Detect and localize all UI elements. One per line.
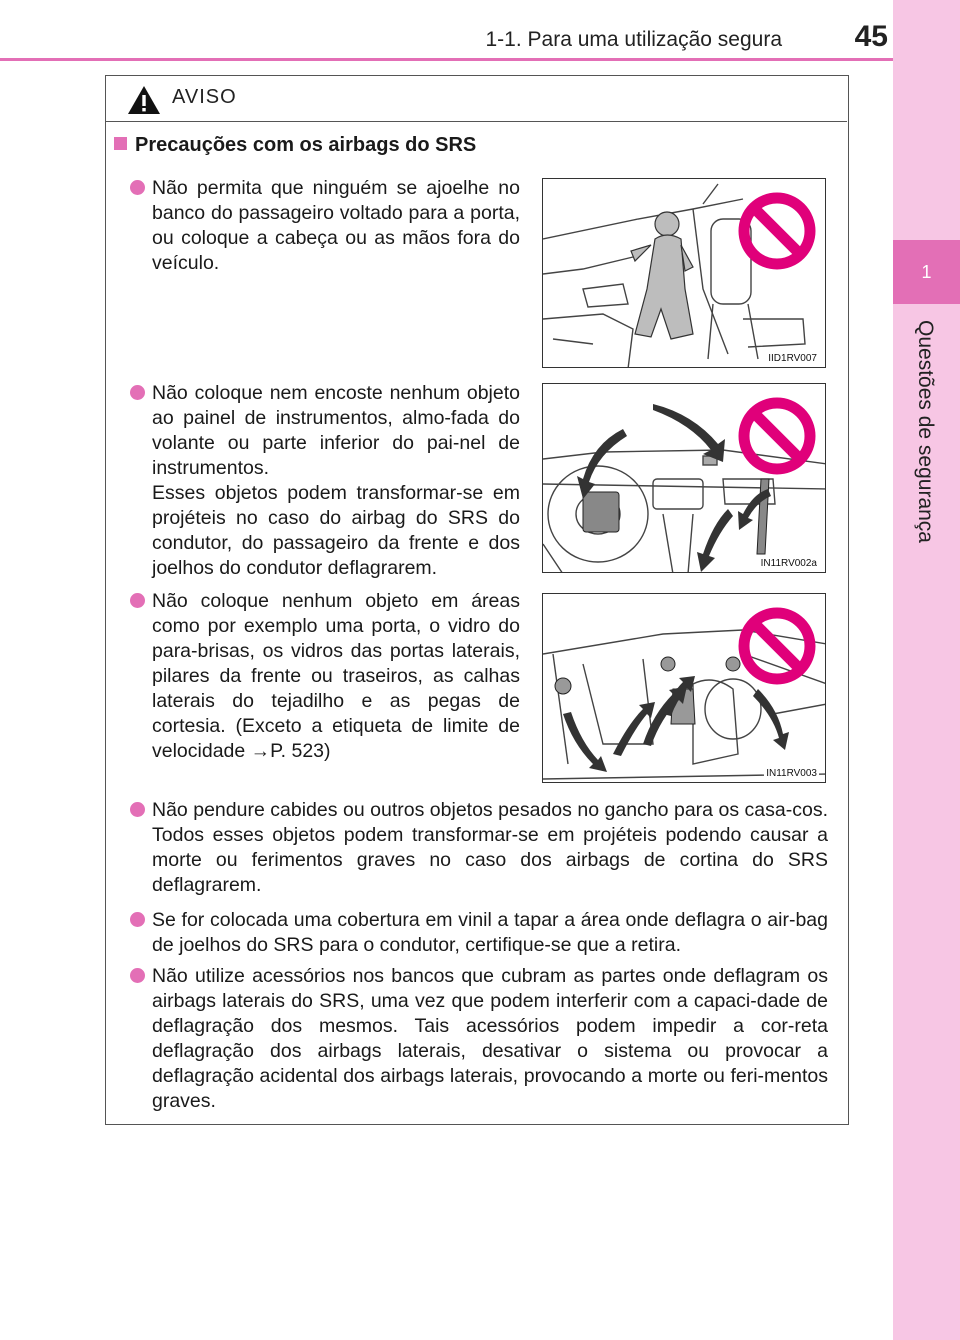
bullet-icon (130, 968, 145, 983)
section-header: 1-1. Para uma utilização segura (485, 28, 782, 51)
bullet-icon (130, 385, 145, 400)
list-item: Não permita que ninguém se ajoelhe no banco do passageiro voltado para a porta, ou coloque a cabeça ou as mãos fora do veículo. (152, 176, 520, 276)
figure-dashboard-objects (542, 383, 826, 573)
chapter-number: 1 (893, 240, 960, 304)
square-bullet-icon (114, 137, 127, 150)
list-item: Não coloque nenhum objeto em áreas como por exemplo uma porta, o vidro do para-brisas, os vidros das portas laterais, pilares da frente ou traseiros, as calhas laterais do tejadilho e as pegas de cortesia. (Exceto a etiqueta de limite de velocidade →P. 523) (152, 589, 520, 764)
chapter-title: Questões de segurança (914, 320, 937, 543)
bullet-icon (130, 593, 145, 608)
chapter-side-tab (893, 0, 960, 1340)
warning-box (105, 75, 849, 1125)
figure-kneeling-passenger (542, 178, 826, 368)
warning-title: AVISO (172, 86, 237, 108)
list-item: Se for colocada uma cobertura em vinil a tapar a área onde deflagra o air-bag de joelhos do SRS para o condutor, certifique-se que a retira. (152, 908, 828, 958)
bullet-icon (130, 180, 145, 195)
header-rule (0, 58, 893, 61)
list-item: Não pendure cabides ou outros objetos pesados no gancho para os casa-cos. Todos esses objetos podem transformar-se em projéteis podendo causar a morte ou ferimentos graves no caso dos airbags de cortina do SRS deflagrarem. (152, 798, 828, 898)
list-item: Não utilize acessórios nos bancos que cubram as partes onde deflagram os airbags laterais do SRS, uma vez que podem interferir com a capaci-dade de deflagração dos mesmos. Tais acessórios podem impedir a cor-reta deflagração dos airbags laterais, desativar o sistema ou provocar a deflagração acidental dos airbags laterais, provocando a morte ou feri-mentos graves. (152, 964, 828, 1114)
page-number: 45 (854, 20, 888, 53)
figure-code: IN11RV002a (760, 558, 817, 569)
warning-header (106, 76, 847, 122)
warning-triangle-icon (126, 84, 162, 116)
figure-code: IID1RV007 (768, 353, 817, 364)
prohibition-icon (737, 396, 817, 476)
bullet-icon (130, 912, 145, 927)
figure-code: IN11RV003 (766, 768, 817, 779)
prohibition-icon (737, 606, 817, 686)
list-item: Não coloque nem encoste nenhum objeto ao painel de instrumentos, almo-fada do volante ou parte inferior do pai-nel de instrumentos. Esses objetos podem transformar-se em projéteis no caso do airbag do SRS do condutor, do passageiro da frente e dos joelhos do condutor deflagrarem. (152, 381, 520, 581)
prohibition-icon (737, 191, 817, 271)
section-heading: Precauções com os airbags do SRS (114, 134, 476, 157)
figure-interior-objects (542, 593, 826, 783)
bullet-icon (130, 802, 145, 817)
